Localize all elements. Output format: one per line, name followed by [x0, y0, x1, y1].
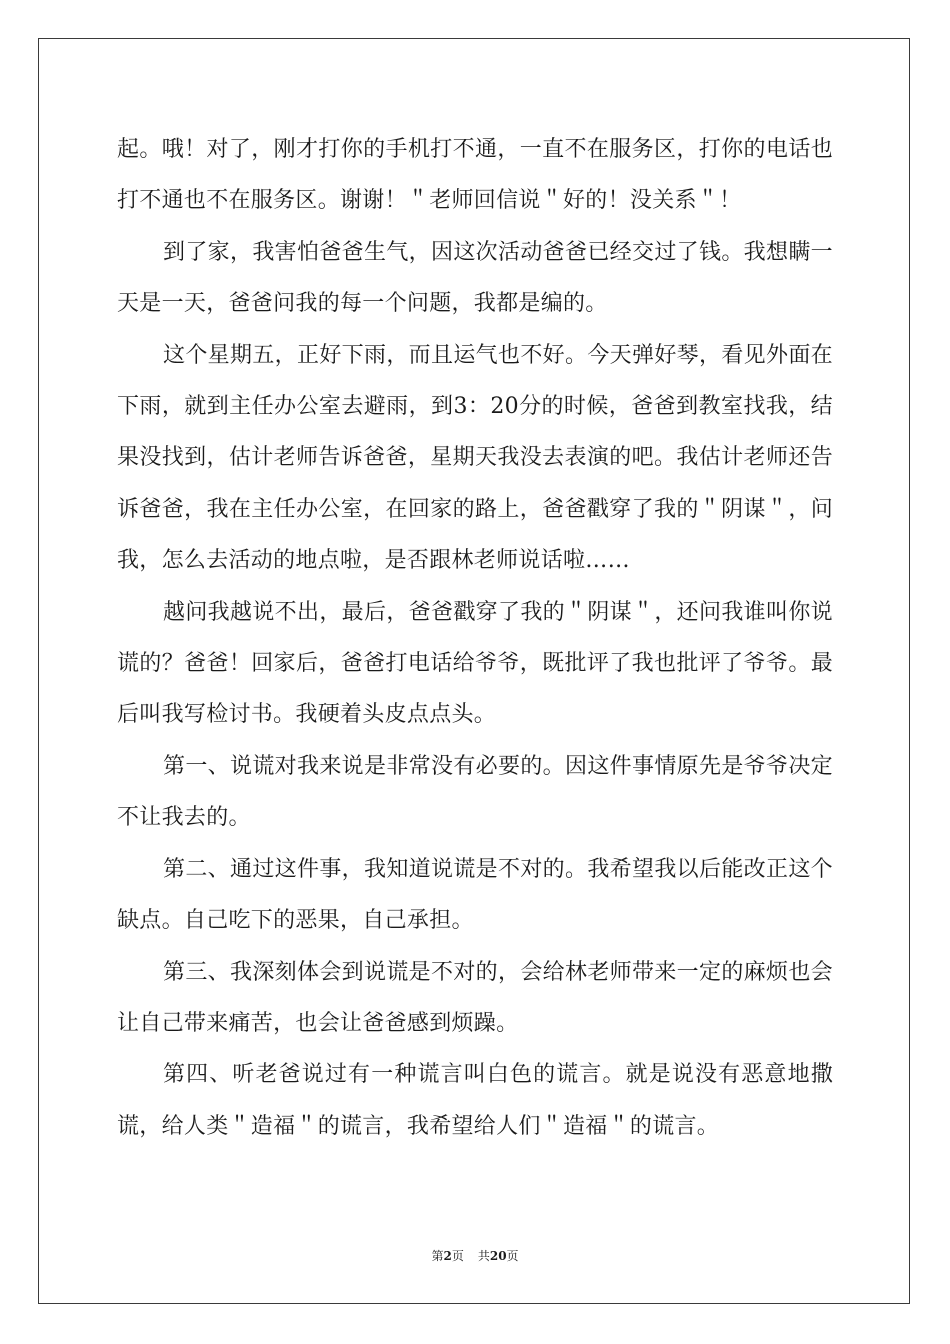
paragraph-1: 起。哦！对了，刚才打你的手机打不通，一直不在服务区，打你的电话也打不通也不在服务区。谢谢！＂老师回信说＂好的！没关系＂！ [117, 137, 833, 214]
page-number: 2 [443, 1249, 452, 1263]
paragraph-4: 越问我越说不出，最后，爸爸戳穿了我的＂阴谋＂，还问我谁叫你说谎的？爸爸！回家后，爸爸打电话给爷爷，既批评了我也批评了爷爷。最后叫我写检讨书。我硬着头皮点点头。 [117, 599, 833, 728]
paragraph-6: 第二、通过这件事，我知道说谎是不对的。我希望我以后能改正这个缺点。自己吃下的恶果，自己承担。 [117, 856, 833, 934]
paragraph-5: 第一、说谎对我来说是非常没有必要的。因这件事情原先是爷爷决定不让我去的。 [117, 753, 833, 831]
paragraph-8: 第四、听老爸说过有一种谎言叫白色的谎言。就是说没有恶意地撒谎，给人类＂造福＂的谎言，我希望给人们＂造福＂的谎言。 [117, 1062, 833, 1139]
document-body [117, 124, 833, 1152]
paragraph-7: 第三、我深刻体会到说谎是不对的，会给林老师带来一定的麻烦也会让自己带来痛苦，也会让爸爸感到烦躁。 [117, 959, 833, 1036]
page-footer [0, 1247, 950, 1264]
page-suffix: 页 [451, 1249, 464, 1263]
page-prefix: 第 [431, 1249, 444, 1263]
paragraph-3: 这个星期五，正好下雨，而且运气也不好。今天弹好琴，看见外面在下雨，就到主任办公室去避雨，到3：20分的时候，爸爸到教室找我，结果没找到，估计老师告诉爸爸，星期天我没去表演的吧。我估计老师还告诉爸爸，我在主任办公室，在回家的路上，爸爸戳穿了我的＂阴谋＂，问我，怎么去活动的地点啦，是否跟林老师说话啦…… [117, 342, 833, 574]
paragraph-2: 到了家，我害怕爸爸生气，因这次活动爸爸已经交过了钱。我想瞒一天是一天，爸爸问我的每一个问题，我都是编的。 [117, 239, 833, 317]
total-pages: 20 [489, 1249, 507, 1263]
total-prefix: 共 [477, 1249, 490, 1263]
total-suffix: 页 [506, 1249, 519, 1263]
